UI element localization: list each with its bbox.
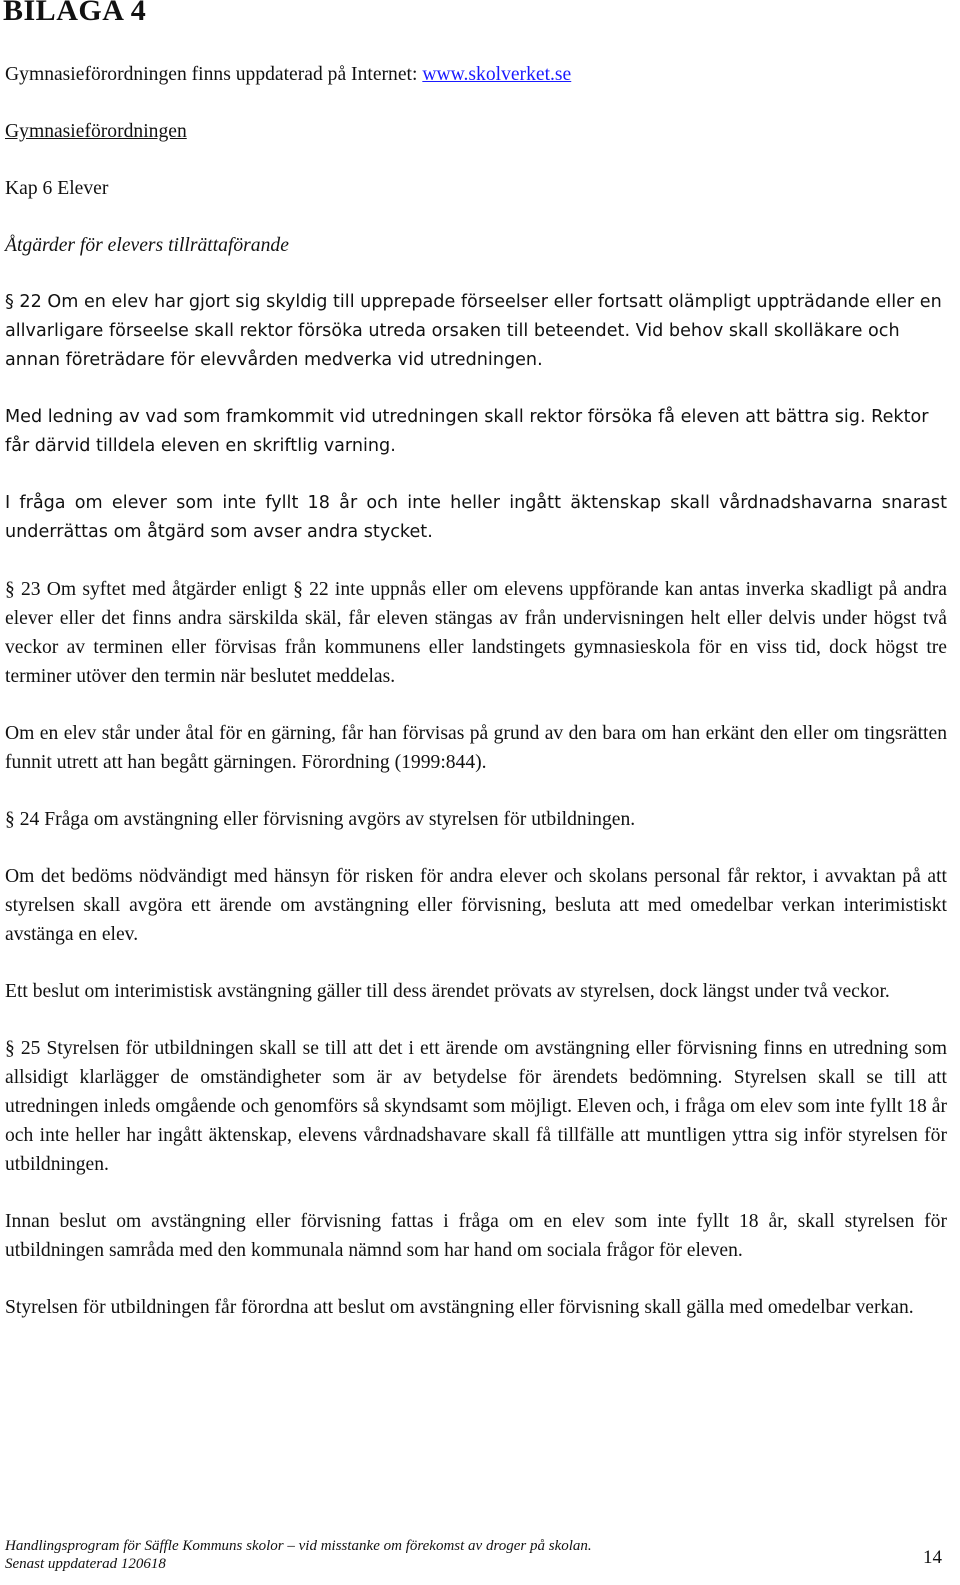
document-title-text: Gymnasieförordningen (5, 121, 187, 142)
paragraph-25-third: Styrelsen för utbildningen får förordna att beslut om avstängning eller förvisning skall gälla med omedelbar verkan. (5, 1297, 914, 1318)
footer-program-line: Handlingsprogram för Säffle Kommuns skolor – vid misstanke om förekomst av droger på skolan. (5, 1538, 592, 1554)
page-heading: BILAGA 4 (3, 0, 147, 27)
intro-text: Gymnasieförordningen finns uppdaterad på Internet: (5, 64, 423, 85)
paragraph-23-second: Om en elev står under åtal för en gärning, får han förvisas på grund av den bara om han erkänt den eller om tingsrätten funnit utrett att han begått gärningen. Förordning (1999:844). (5, 723, 947, 773)
page-footer (5, 1537, 947, 1573)
section-heading: Åtgärder för elevers tillrättaförande (5, 235, 289, 256)
document-body (5, 60, 947, 1350)
paragraph-22-third: I fråga om elever som inte fyllt 18 år och inte heller ingått äktenskap skall vårdnadshavarna snarast underrättas om åtgärd som avser andra stycket. (5, 493, 947, 542)
paragraph-25: § 25 Styrelsen för utbildningen skall se till att det i ett ärende om avstängning eller förvisning finns en utredning som allsidigt klarlägger de omständigheter som är av betydelse för ärendets bedömning. Styrelsen skall se till att utredningen inleds omgående och genomförs så skyndsamt som möjligt. Eleven och, i fråga om elev som inte fyllt 18 år och inte heller har ingått äktenskap, elevens vårdnadshavare skall få tillfälle att muntligen yttra sig inför styrelsen för utbildningen. (5, 1038, 947, 1175)
skolverket-link[interactable]: www.skolverket.se (422, 64, 572, 85)
paragraph-24-second: Om det bedöms nödvändigt med hänsyn för risken för andra elever och skolans personal får rektor, i avvaktan på att styrelsen skall avgöra ett ärende om avstängning eller förvisning, besluta att med omedelbar verkan interimistiskt avstänga en elev. (5, 866, 947, 945)
page-number: 14 (923, 1547, 942, 1568)
intro-line (5, 60, 947, 89)
chapter-heading: Kap 6 Elever (5, 178, 109, 199)
paragraph-23: § 23 Om syftet med åtgärder enligt § 22 inte uppnås eller om elevens uppförande kan antas inverka skadligt på andra elever eller det finns andra särskilda skäl, får eleven stängas av från undervisningen helt eller delvis under högst två veckor av terminen eller förvisas från kommunens eller landstingets gymnasieskola för en viss tid, dock högst tre terminer utöver den termin när beslutet meddelas. (5, 579, 947, 687)
paragraph-24-third: Ett beslut om interimistisk avstängning gäller till dess ärendet prövats av styrelsen, dock längst under två veckor. (5, 981, 890, 1002)
paragraph-24: § 24 Fråga om avstängning eller förvisning avgörs av styrelsen för utbildningen. (5, 809, 636, 830)
footer-updated-line: Senast uppdaterad 120618 (5, 1556, 166, 1572)
paragraph-22-second: Med ledning av vad som framkommit vid utredningen skall rektor försöka få eleven att bättra sig. Rektor får därvid tilldela eleven en skriftlig varning. (5, 407, 929, 456)
paragraph-22: § 22 Om en elev har gjort sig skyldig till upprepade förseelser eller fortsatt olämpligt uppträdande eller en allvarligare förseelse skall rektor försöka utreda orsaken till beteendet. Vid behov skall skolläkare och annan företrädare för elevvården medverka vid utredningen. (5, 292, 942, 370)
document-title (5, 117, 947, 146)
paragraph-25-second: Innan beslut om avstängning eller förvisning fattas i fråga om en elev som inte fyllt 18 år, skall styrelsen för utbildningen samråda med den kommunala nämnd som har hand om sociala frågor för eleven. (5, 1211, 947, 1261)
